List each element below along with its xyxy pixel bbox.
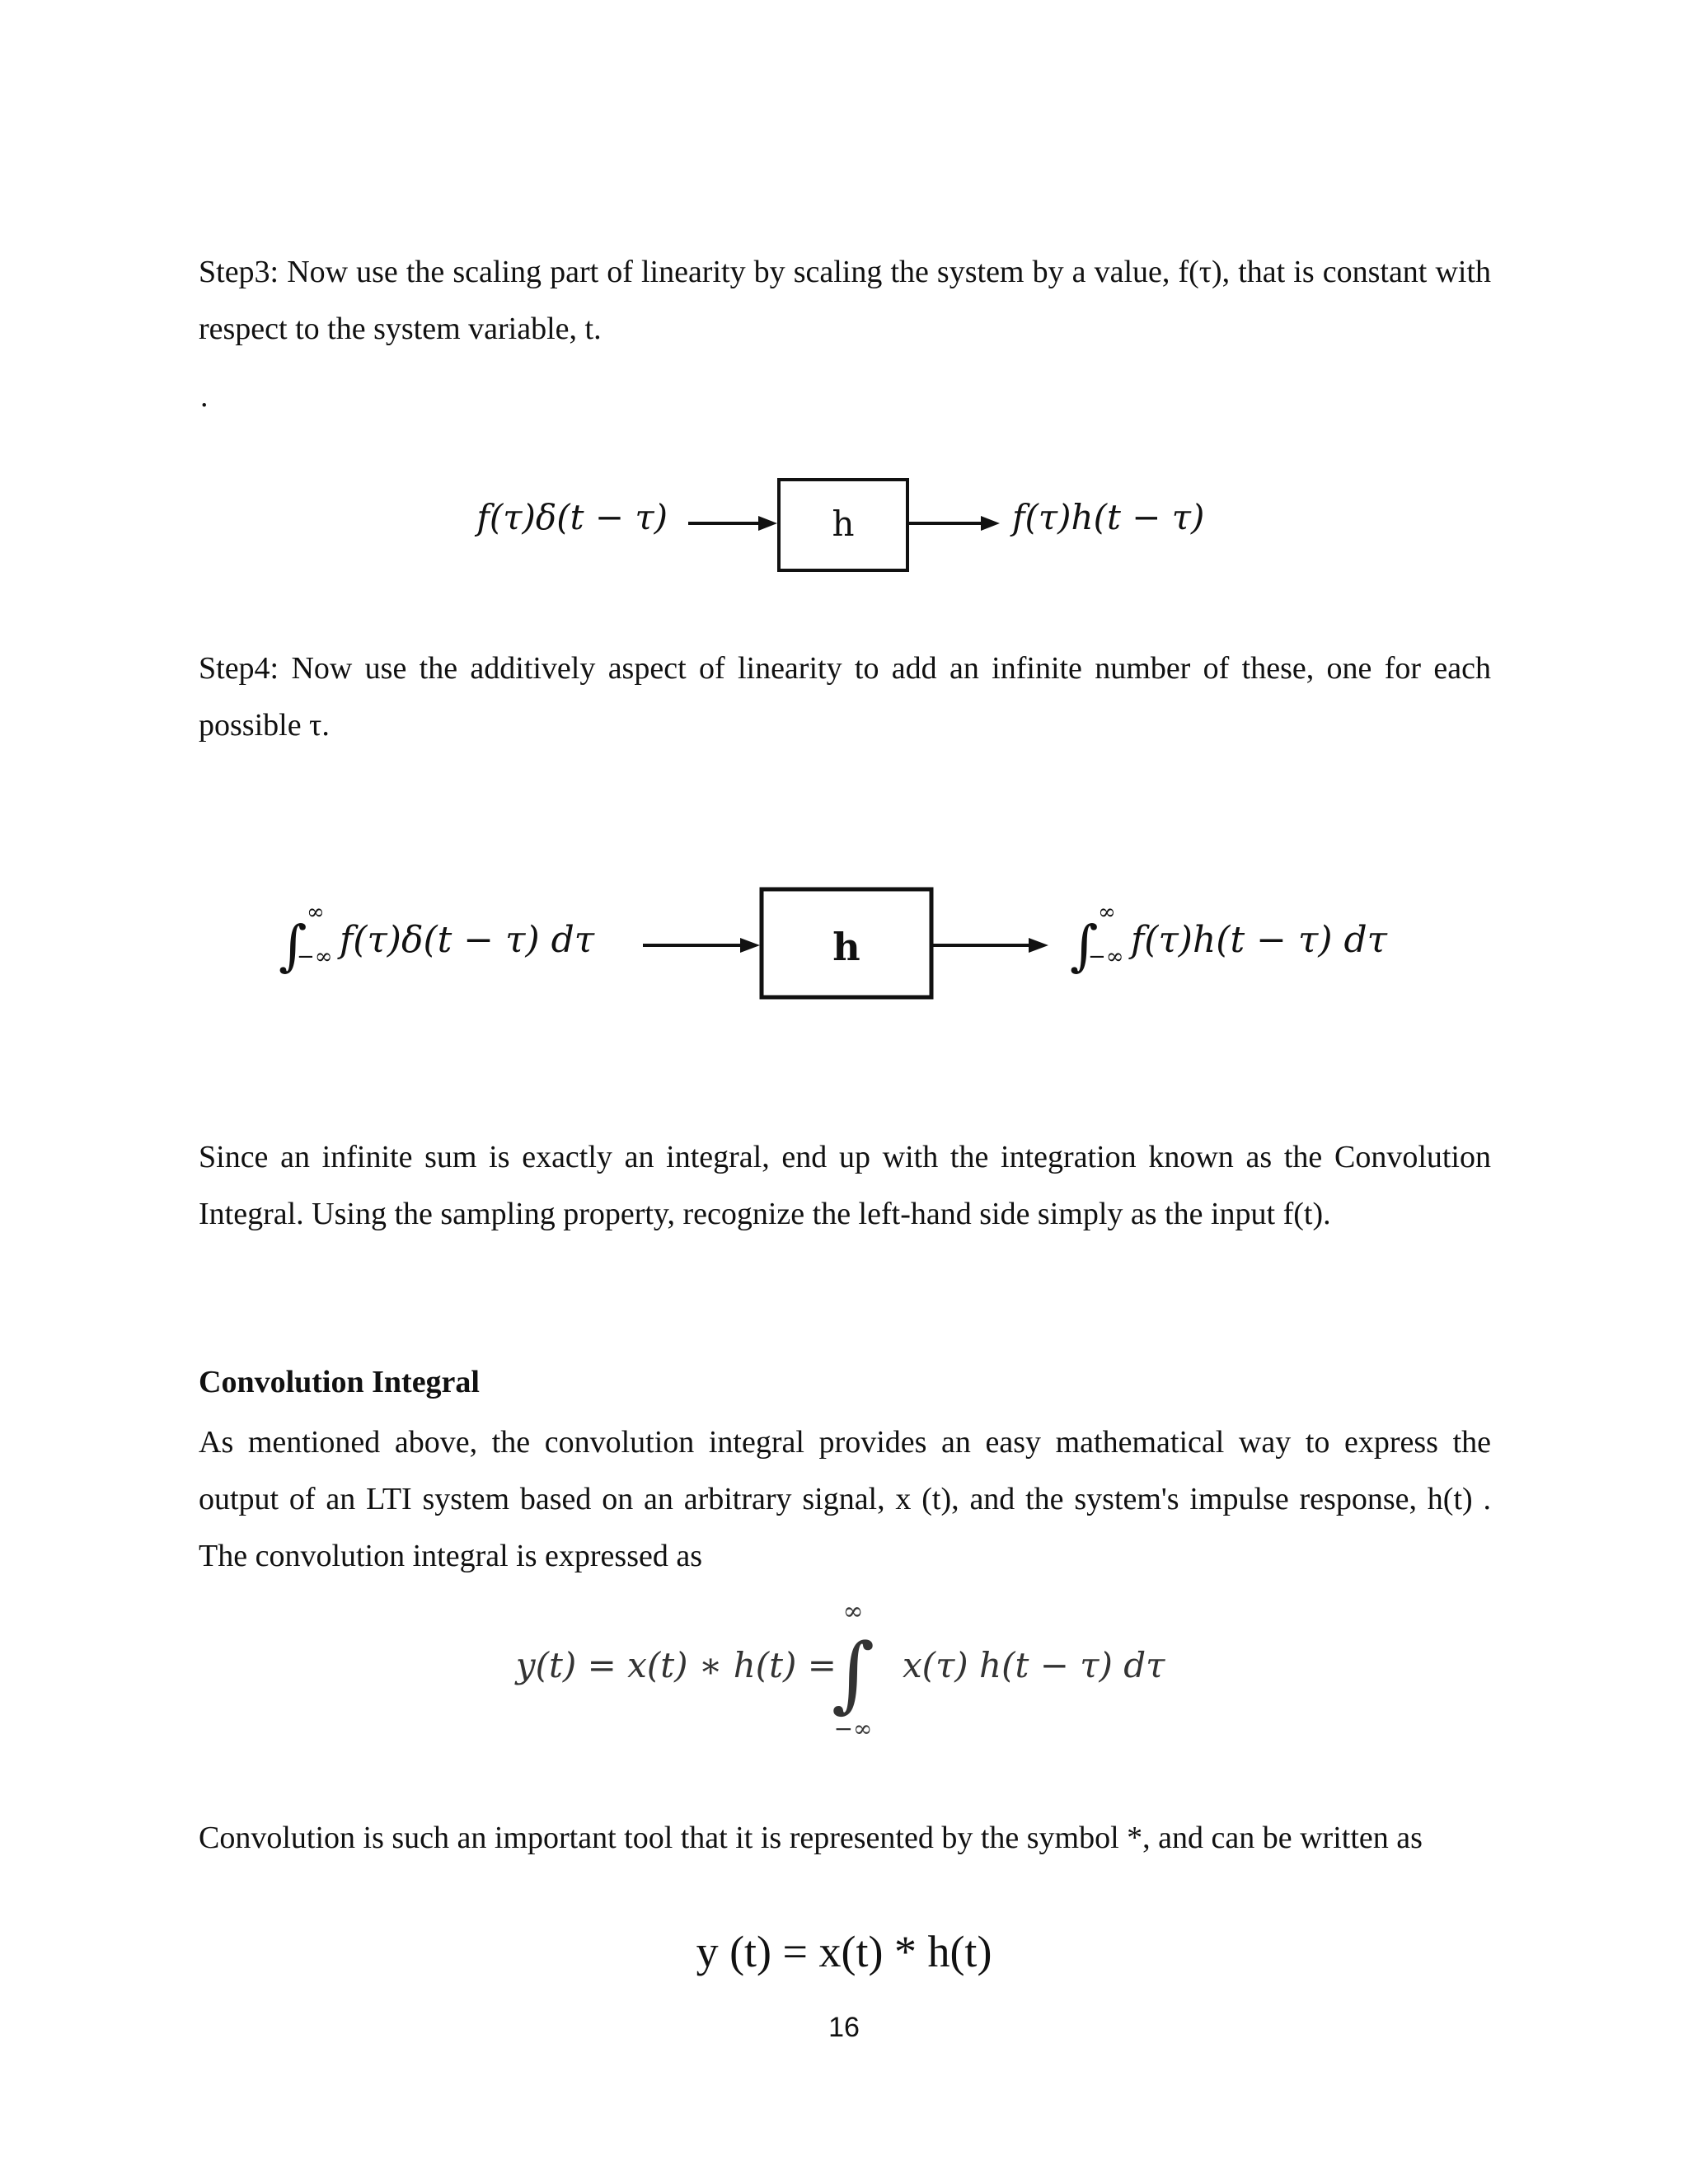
equation-upper-limit: ∞ <box>842 1597 864 1626</box>
equation-integral-sign: ∫ <box>831 1625 875 1722</box>
diagram2-output-integral-sign: ∫ <box>1070 914 1099 977</box>
diagram1-box-label: h <box>832 504 855 544</box>
diagram2-box-label: h <box>832 925 860 969</box>
equation-lhs: y(t) = x(t) ∗ h(t) = <box>515 1645 837 1685</box>
stray-dot: . <box>200 379 209 414</box>
diagram2-input-lower-limit: −∞ <box>297 944 333 969</box>
diagram1-output-label: f(τ)h(t − τ) <box>1012 497 1205 537</box>
diagram2-output-arrowhead <box>1029 938 1048 953</box>
convolution-shorthand-equation: y (t) = x(t) * h(t) <box>696 1927 992 1976</box>
step3-paragraph: Step3: Now use the scaling part of linearity by scaling the system by a value, f(τ), that is constant with respect to the system variable, t. <box>199 255 1491 346</box>
additivity-block-diagram <box>0 869 1688 1010</box>
convolution-paragraph: As mentioned above, the convolution integral provides an easy mathematical way to express the output of an LTI system based on an arbitrary signal, x (t), and the system's impulse response, h(t) . The convolution integral is expressed as <box>199 1425 1491 1573</box>
convolution-equation <box>0 1586 1688 1743</box>
diagram2-input-integrand: f(τ)δ(t − τ) dτ <box>340 919 595 961</box>
diagram2-output-integrand: f(τ)h(t − τ) dτ <box>1131 919 1387 961</box>
since-paragraph: Since an infinite sum is exactly an integral, end up with the integration known as the Convolution Integral. Using the sampling property, recognize the left-hand side simply as the input f(t). <box>199 1140 1491 1231</box>
diagram2-input-integral-sign: ∫ <box>279 914 307 977</box>
convolution-integral-heading: Convolution Integral <box>199 1365 480 1399</box>
diagram2-output-upper-limit: ∞ <box>1098 900 1116 925</box>
equation-lower-limit: −∞ <box>833 1715 873 1742</box>
equation-integrand: x(τ) h(t − τ) dτ <box>903 1645 1165 1685</box>
diagram2-input-upper-limit: ∞ <box>307 900 325 925</box>
step4-paragraph: Step4: Now use the additively aspect of linearity to add an infinite number of these, one for each possible τ. <box>199 651 1491 743</box>
diagram2-input-arrowhead <box>740 938 760 953</box>
scaling-block-diagram <box>0 462 1688 585</box>
diagram1-input-label: f(τ)δ(t − τ) <box>476 497 668 537</box>
diagram2-output-lower-limit: −∞ <box>1088 944 1124 969</box>
symbol-paragraph: Convolution is such an important tool that it is represented by the symbol *, and can be written as <box>199 1821 1423 1855</box>
page-number: 16 <box>828 2012 860 2043</box>
diagram1-input-arrowhead <box>758 516 777 531</box>
diagram1-output-arrowhead <box>981 516 1000 531</box>
